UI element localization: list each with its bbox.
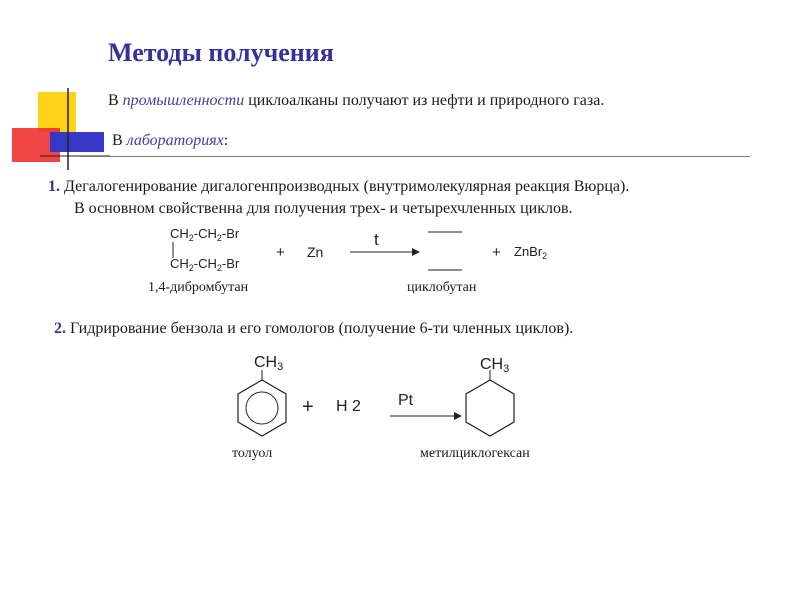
reactant-top: $CH_2-CH_2-Br$ [170,226,240,243]
lab-prefix: В [112,132,127,149]
yellow-square [38,92,76,132]
method2-number: 2. [54,320,66,337]
industry-term: промышленности [122,92,245,109]
zn-label: Zn [307,244,324,260]
h2-label: H 2 [336,398,361,415]
reactant-name-1: 1,4-дибромбутан [148,280,249,295]
plus-2: + [492,244,501,261]
toluene-ch3: $CH_3$ [254,354,284,373]
method1-line2: В основном свойственна для получения трех- и четырехчленных циклов. [74,200,573,217]
reaction-arrow-1 [350,246,420,258]
blue-square [50,132,104,152]
cyclobutane-structure [426,228,466,274]
method1-line1: Дегалогенирование дигалогенпроизводных (внутримолекулярная реакция Вюрца). [60,178,630,195]
plus-1: + [276,244,285,261]
method1-heading [48,178,629,196]
method2-heading [54,320,573,338]
cyclohexane-ring [456,368,528,444]
decorative-squares [0,0,110,170]
page-title: Методы получения [108,38,334,67]
methylcyclohexane-ch3: $CH_3$ [480,356,510,375]
plus-3: + [302,396,314,418]
product-name-1: циклобутан [407,280,477,295]
lab-suffix: : [223,132,229,149]
toluene-ring [228,366,300,442]
method2-text: Гидрирование бензола и его гомологов (получение 6-ти членных циклов). [66,320,574,337]
industry-line [108,92,604,110]
condition-t: t [374,230,379,249]
divider [80,156,750,157]
method1-number: 1. [48,178,60,195]
catalyst-pt: Pt [398,392,414,409]
reaction-arrow-2 [390,410,462,422]
industry-rest: циклоалканы получают из нефти и природного газа. [244,92,605,109]
lab-term: лабораториях [126,132,224,149]
reactant-bottom: $CH_2-CH_2-Br$ [170,256,240,273]
znbr2-label: ZnBr$_2$ [514,244,548,261]
product-name-2: метилциклогексан [420,446,530,461]
reactant-name-2: толуол [232,446,273,461]
industry-prefix: В [108,92,123,109]
lab-line [112,132,228,150]
